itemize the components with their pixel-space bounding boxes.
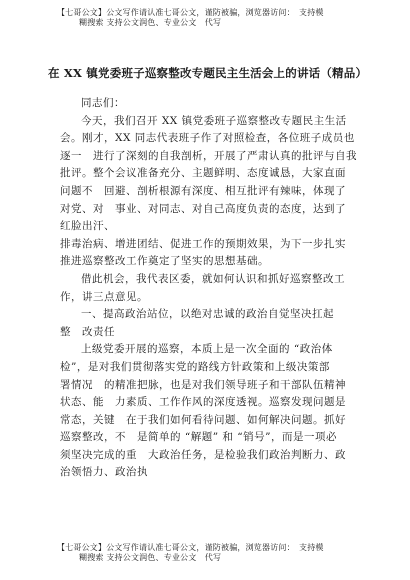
greeting: 同志们： (81, 97, 125, 109)
section-heading: 整 改责任 (60, 325, 115, 338)
body-line: 须坚决完成的重 大政治任务，是检验我们政治判断力、政 (60, 448, 346, 461)
body-line: 署情况 的精准把脉，也是对我们领导班子和干部队伍精神 (60, 378, 346, 391)
body-line: 借此机会，我代表区委，就如何认识和抓好巡察整改工 (81, 272, 345, 285)
body-line: 逐一 进行了深刻的自我剖析，开展了严肃认真的批评与自我 (60, 149, 357, 162)
body-line: 会。刚才，XX 同志代表班子作了对照检查，各位班子成员也 (60, 132, 355, 145)
footer-banner (57, 543, 367, 563)
body-line: 推进巡察整改工作奠定了坚实的思想基础。 (60, 255, 269, 268)
body-line: 检”，是对我们贯彻落实党的路线方针政策和上级决策部 (60, 360, 330, 373)
document-body (60, 95, 360, 482)
footer-banner-line-1: 【七哥公文】公文写作请认准七哥公文，谨防被骗，浏览器访问： 支持模 (57, 543, 324, 552)
body-line: 批评。整个会议准备充分、主题鲜明、态度诚恳，大家直面 (60, 167, 346, 180)
body-line: 问题不 回避、剖析根源有深度、相互批评有辣味，体现了 (60, 184, 346, 197)
body-line: 治领悟力、政治执 (60, 466, 148, 479)
body-line: 对党、对 事业、对同志、对自己高度负责的态度，达到了 (60, 202, 346, 215)
body-line: 排毒治病、增进团结、促进工作的预期效果，为下一步扎实 (60, 237, 346, 250)
body-line: 常态，关键 在于我们如何看待问题、如何解决问题。抓好 (60, 413, 346, 426)
body-line: 作，讲三点意见。 (60, 290, 148, 303)
body-line: 红脸出汗、 (60, 220, 115, 233)
header-banner-line-1: 【七哥公文】公文写作请认准七哥公文，谨防被骗，浏览器访问： 支持模 (57, 8, 324, 17)
body-line: 今天，我们召开 XX 镇党委班子巡察整改专题民主生活 (81, 114, 347, 127)
header-banner-line-2: 糊搜索 支持公文润色、专业公文 代写 (79, 18, 222, 27)
body-line: 状态、能 力素质、工作作风的深度透视。巡察发现问题是 (60, 396, 346, 409)
section-heading: 一、提高政治站位，以绝对忠诚的政治自觉坚决扛起 (81, 308, 334, 321)
header-banner (57, 8, 367, 28)
footer-banner-line-2: 糊搜索 支持公文润色、专业公文 代写 (79, 553, 222, 562)
body-line: 巡察整改，不 是简单的 “解题” 和 “销号”，而是一项必 (60, 431, 337, 444)
document-title: 在 XX 镇党委班子巡察整改专题民主生活会上的讲话（精品） (48, 66, 368, 80)
body-line: 上级党委开展的巡察，本质上是一次全面的 “政治体 (81, 343, 333, 356)
